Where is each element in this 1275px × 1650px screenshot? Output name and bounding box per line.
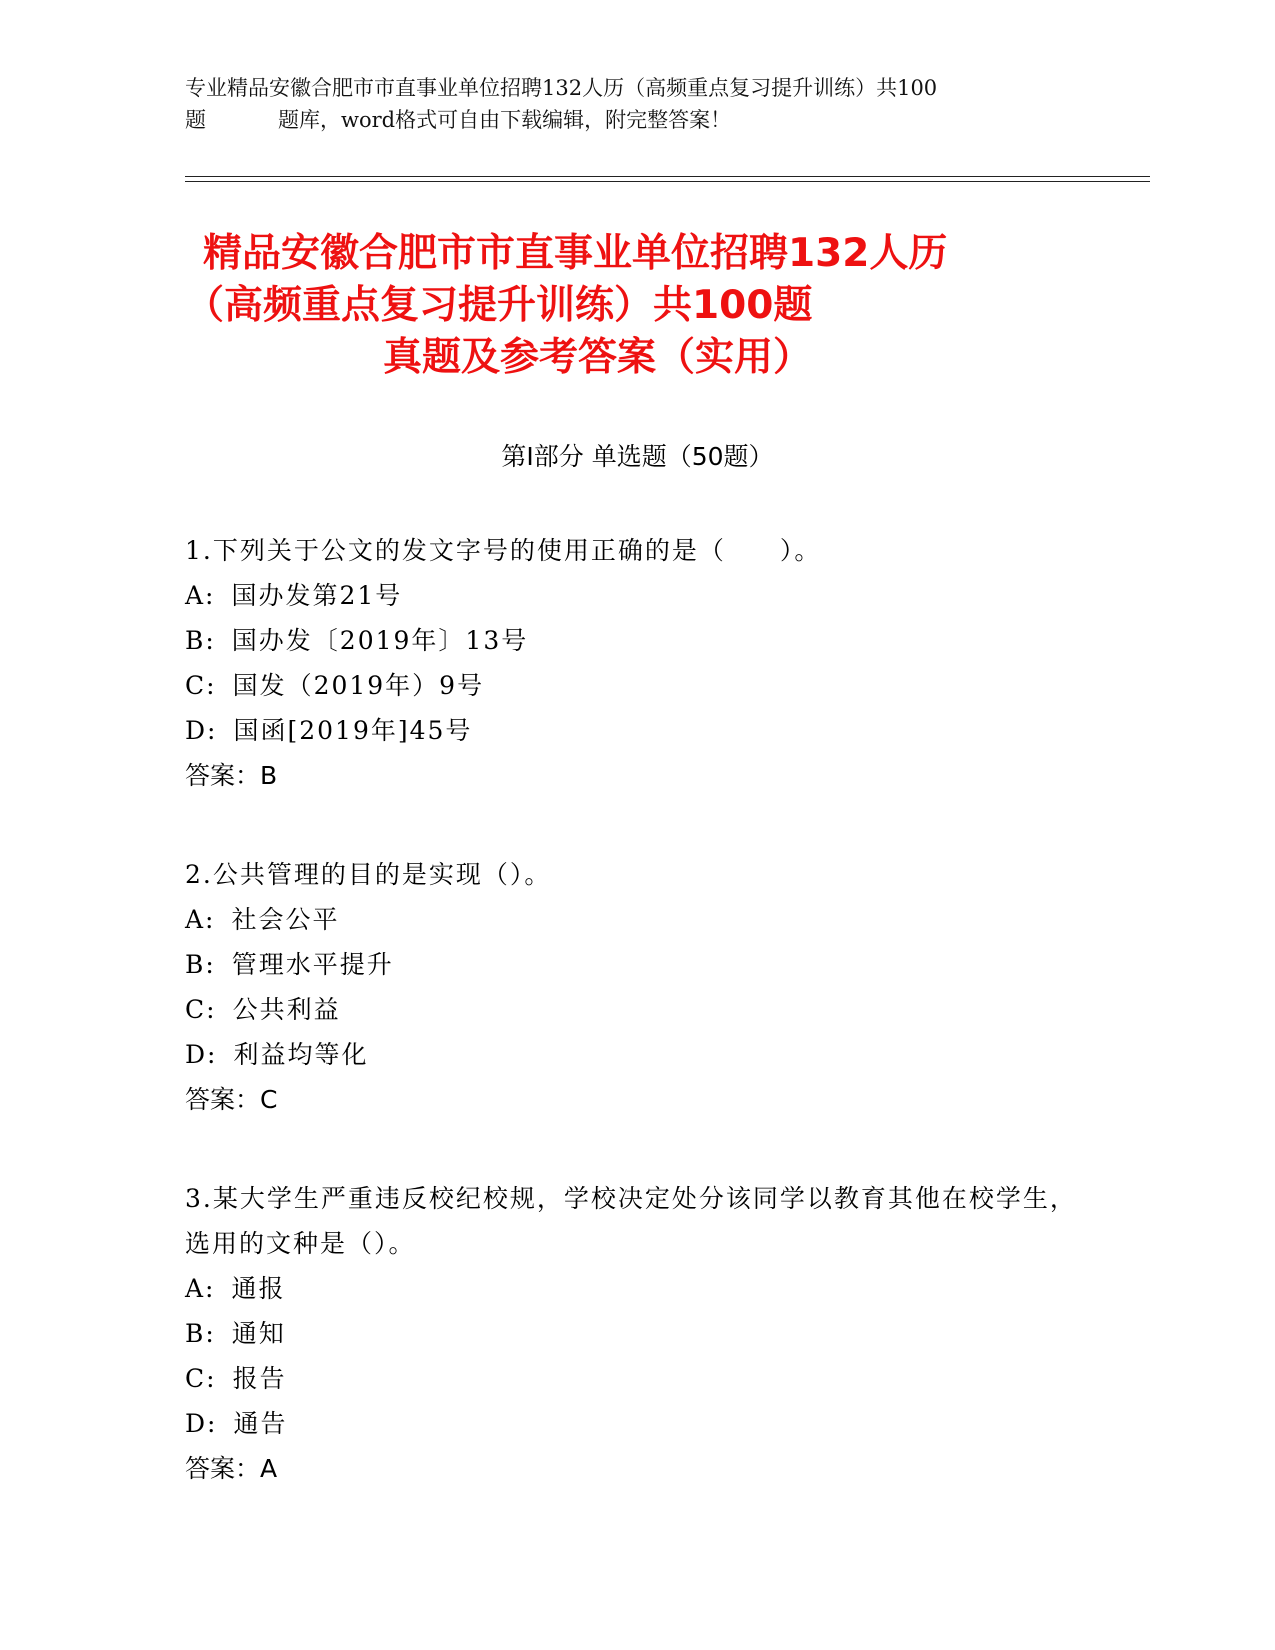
question-stem: 3.某大学生严重违反校纪校规，学校决定处分该同学以教育其他在校学生，选用的文种是（）。 [185, 1184, 1077, 1258]
option-text: 社会公平 [231, 905, 340, 934]
title-line-1: 精品安徽合肥市市直事业单位招聘132人历 [203, 231, 948, 276]
option-d [185, 1032, 1085, 1077]
option-label: A: [185, 581, 216, 610]
option-b [185, 1311, 1085, 1356]
question-stem: 2.公共管理的目的是实现（）。 [185, 860, 552, 889]
option-text: 利益均等化 [233, 1040, 369, 1069]
option-text: 管理水平提升 [231, 950, 394, 979]
header-divider-top [185, 176, 1150, 177]
option-a [185, 1266, 1085, 1311]
option-text: 通知 [231, 1319, 286, 1348]
option-b [185, 942, 1085, 987]
option-text: 报告 [232, 1364, 287, 1393]
question-2 [185, 852, 1085, 1122]
title-line-2: （高频重点复习提升训练）共100题 [185, 283, 813, 328]
option-text: 国办发第21号 [231, 581, 403, 610]
question-stem: 1.下列关于公文的发文字号的使用正确的是（ ）。 [185, 536, 822, 565]
title-line-3: 真题及参考答案（实用） [383, 335, 813, 380]
option-a [185, 573, 1085, 618]
option-c [185, 987, 1085, 1032]
option-label: C: [185, 1364, 217, 1393]
document-title [185, 228, 1085, 384]
option-label: D: [185, 1040, 218, 1069]
option-text: 通告 [233, 1409, 288, 1438]
option-b [185, 618, 1085, 663]
option-a [185, 897, 1085, 942]
option-label: D: [185, 1409, 218, 1438]
option-text: 国函[2019年]45号 [233, 716, 473, 745]
option-text: 通报 [231, 1274, 286, 1303]
option-label: C: [185, 671, 217, 700]
option-c [185, 663, 1085, 708]
option-label: B: [185, 1319, 216, 1348]
answer: 答案：B [185, 761, 278, 790]
option-c [185, 1356, 1085, 1401]
answer: 答案：A [185, 1454, 278, 1483]
header-line-2-left: 题 [185, 108, 206, 132]
option-d [185, 708, 1085, 753]
section-heading: 第Ⅰ部分 单选题（50题） [501, 442, 774, 471]
option-label: B: [185, 626, 216, 655]
option-label: A: [185, 1274, 216, 1303]
header-line-2-right: 题库，word格式可自由下载编辑，附完整答案！ [278, 108, 732, 132]
option-text: 国发（2019年）9号 [232, 671, 485, 700]
option-label: B: [185, 950, 216, 979]
question-1 [185, 528, 1085, 798]
option-label: D: [185, 716, 218, 745]
option-d [185, 1401, 1085, 1446]
option-text: 公共利益 [232, 995, 341, 1024]
header-line-1: 专业精品安徽合肥市市直事业单位招聘132人历（高频重点复习提升训练）共100 [185, 76, 938, 100]
option-label: C: [185, 995, 217, 1024]
document-header [185, 72, 1085, 136]
question-list [185, 528, 1085, 1545]
header-divider-bottom [185, 181, 1150, 182]
option-label: A: [185, 905, 216, 934]
header-line-2 [185, 104, 1085, 136]
option-text: 国办发〔2019年〕13号 [231, 626, 529, 655]
answer: 答案：C [185, 1085, 278, 1114]
question-3 [185, 1176, 1085, 1491]
